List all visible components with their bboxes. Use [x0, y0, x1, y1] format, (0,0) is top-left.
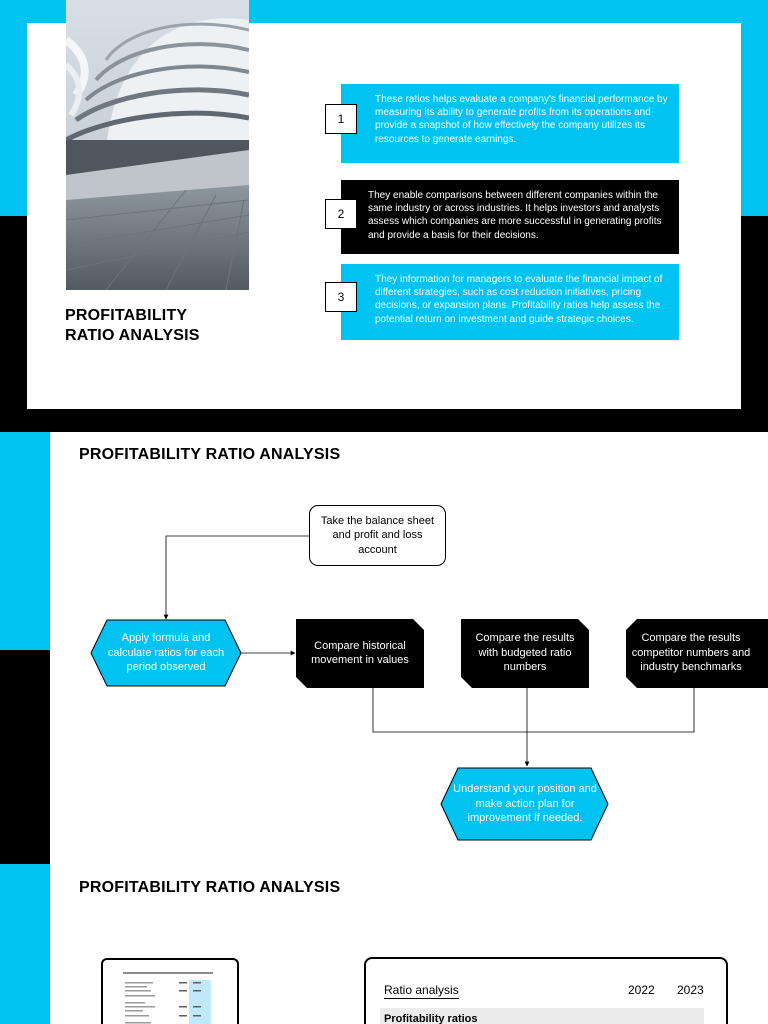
point-card-2 [341, 180, 679, 254]
flow-step-competitor: Compare the results competitor numbers and industry benchmarks [631, 632, 751, 674]
slide-ratio-table [0, 864, 768, 1024]
point-text: These ratios helps evaluate a company's financial performance by measuring its ability to generate profits from its operations and provide a snapshot of how effectively the company utilizes its resources to generate earnings. [375, 94, 668, 145]
ratio-analysis-card [364, 957, 728, 1024]
point-card-1 [341, 84, 679, 163]
point-number-3: 3 [325, 282, 357, 312]
flow-step-start: Take the balance sheet and profit and loss account [309, 505, 446, 566]
flow-step-end: Understand your position and make action plan for improvement if needed. [453, 783, 597, 825]
flow-step-apply: Apply formula and calculate ratios for each period observed [107, 632, 225, 674]
point-card-3 [341, 264, 679, 340]
year-header-2022: 2022 [628, 983, 655, 997]
slide-intro [0, 0, 768, 432]
year-header-2023: 2023 [677, 983, 704, 997]
intro-title [65, 306, 265, 346]
title-line: RATIO ANALYSIS [65, 327, 200, 344]
section-row [380, 1008, 704, 1024]
slide-flowchart [0, 432, 768, 864]
ratio-slide-title: PROFITABILITY RATIO ANALYSIS [79, 879, 341, 896]
point-number-1: 1 [325, 104, 357, 134]
point-text: They enable comparisons between different companies within the same industry or across industries. It helps investors and analysts assess which companies are more successful in generating profits and provide a basis for their decisions. [368, 190, 662, 241]
section-label: Profitability ratios [384, 1013, 478, 1024]
point-number-2: 2 [325, 199, 357, 229]
flow-step-budget: Compare the results with budgeted ratio numbers [475, 632, 575, 674]
ratio-heading: Ratio analysis [384, 983, 459, 997]
balance-sheet-thumbnail [101, 958, 239, 1024]
title-line: PROFITABILITY [65, 307, 188, 324]
side-bar-cyan [0, 864, 50, 1024]
point-text: They information for managers to evaluate the financial impact of different strategies, such as cost reduction initiatives, pricing decisions, or expansion plans. Profitability ratios help assess the potential return on investment and guide strategic choices. [375, 274, 663, 325]
flowchart-title: PROFITABILITY RATIO ANALYSIS [79, 446, 341, 463]
flow-step-historical: Compare historical movement in values [311, 639, 409, 666]
architecture-photo [66, 0, 249, 290]
